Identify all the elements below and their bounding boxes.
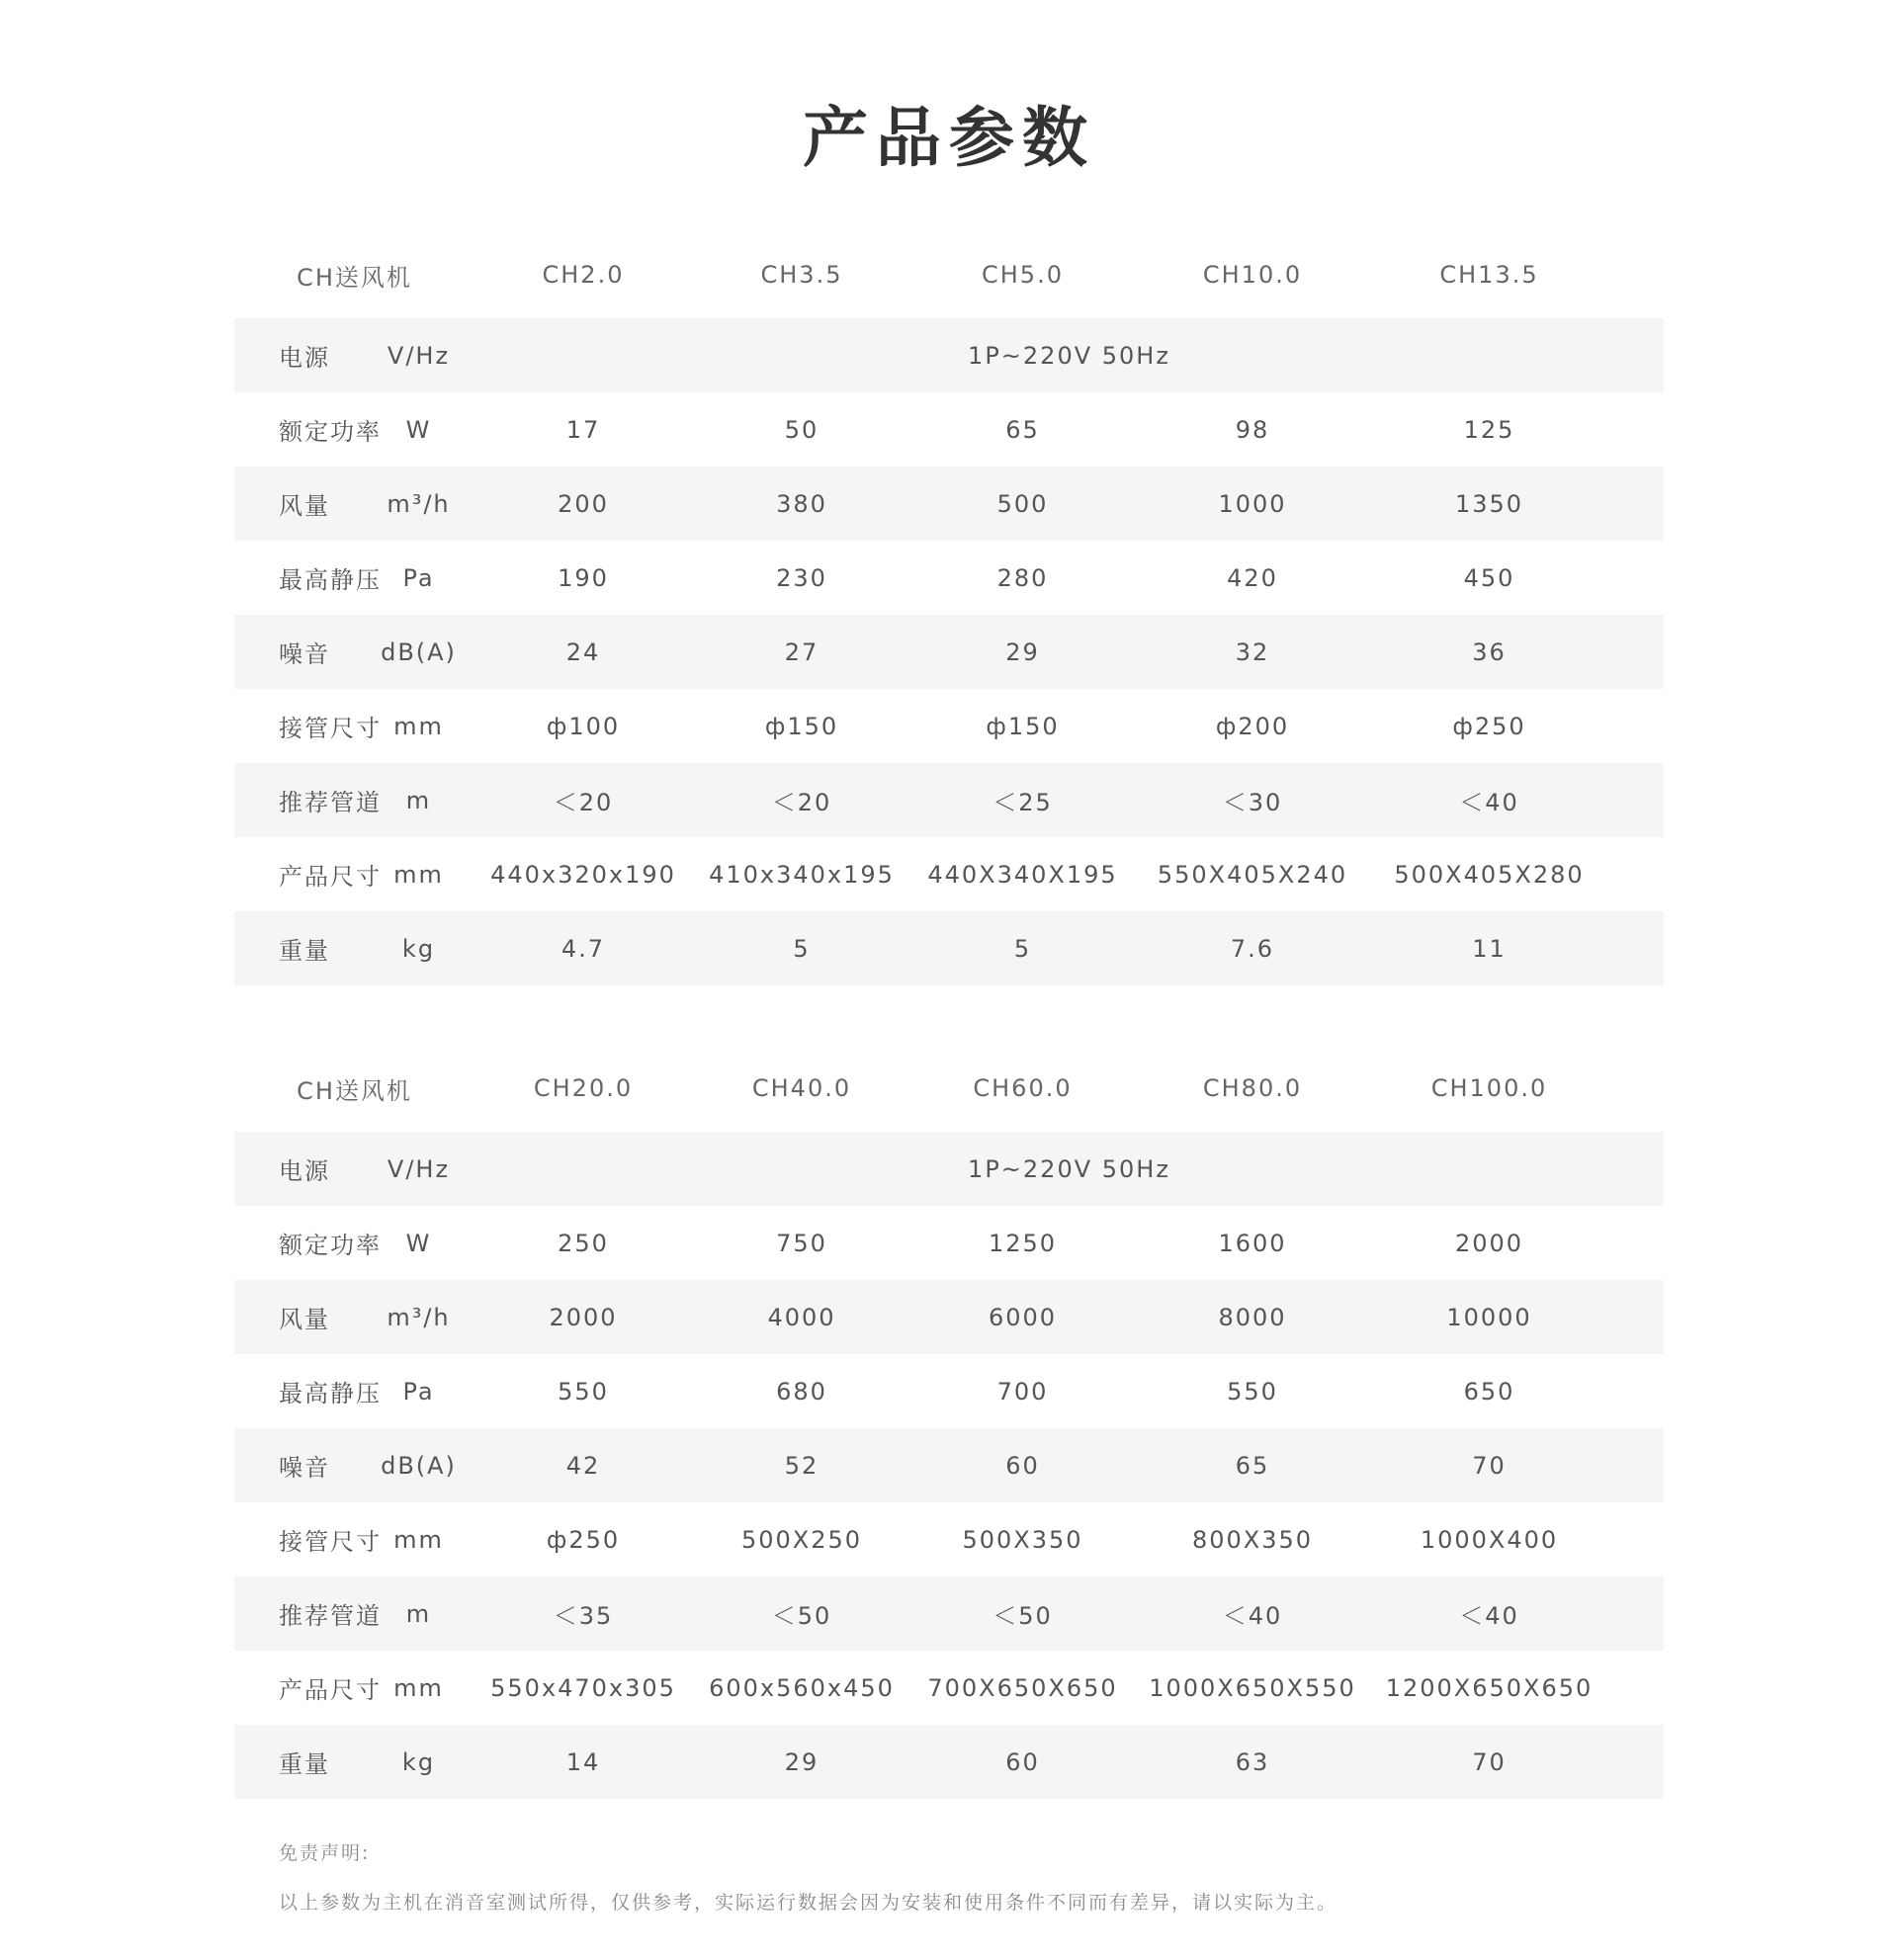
spec-value: 440X340X195 [927,860,1118,889]
model-header: CH3.5 [760,261,843,289]
table-row [234,1428,1664,1502]
table-row [234,1132,1664,1206]
spec-name: 接管尺寸 [279,1528,382,1556]
spec-name: 接管尺寸 [279,715,382,742]
page-title: 产品参数 [803,100,1095,176]
model-header: CH20.0 [533,1074,634,1102]
table-row [234,1725,1664,1799]
spec-value: 750 [776,1229,827,1257]
spec-value: 250 [558,1229,609,1257]
spec-value: 125 [1463,415,1515,444]
spec-unit: V/Hz [387,341,451,370]
spec-value: 500X350 [962,1525,1083,1554]
spec-name: 噪音 [279,1454,330,1482]
spec-name: 重量 [279,1750,330,1778]
spec-value: ф100 [546,712,621,740]
model-header: CH13.5 [1439,261,1539,289]
spec-value: 550 [1227,1377,1278,1406]
table-row [234,318,1664,392]
spec-name: 推荐管道 [279,1602,382,1630]
spec-name: 最高静压 [279,566,382,594]
spec-value: 65 [1005,415,1040,444]
spec-unit: m [405,786,432,814]
spec-value: 190 [558,563,609,592]
spec-value: ＜40 [1222,1602,1283,1630]
spec-value: 24 [565,638,601,666]
table-row [234,392,1664,467]
product-series-label: CH送风机 [297,263,412,292]
spec-unit: V/Hz [387,1154,451,1183]
table-row [234,837,1664,911]
spec-value: ф150 [986,712,1060,740]
spec-value: ＜20 [553,789,614,816]
spec-name: 额定功率 [279,1232,382,1259]
spec-value: 440x320x190 [490,860,676,889]
spec-value: 6000 [988,1303,1058,1331]
model-header: CH100.0 [1430,1074,1548,1102]
spec-value: 410x340x195 [709,860,895,889]
spec-value: 450 [1463,563,1515,592]
spec-value: 700X650X650 [927,1673,1118,1702]
spec-value: ＜20 [771,789,832,816]
spec-value: ф250 [546,1525,621,1554]
disclaimer-text: 以上参数为主机在消音室测试所得，仅供参考，实际运行数据会因为安装和使用条件不同而有差异，请以实际为主。 [279,1892,1338,1914]
spec-value: 420 [1227,563,1278,592]
model-header: CH10.0 [1202,261,1303,289]
spec-value: 550 [558,1377,609,1406]
spec-value: 800X350 [1191,1525,1314,1554]
table-row [234,1651,1664,1725]
spec-unit: Pa [402,563,435,592]
spec-unit: dB(A) [381,1451,457,1480]
spec-value: ＜25 [992,789,1053,816]
spec-value: 5 [793,934,811,963]
table-row [234,1354,1664,1428]
spec-value: 680 [776,1377,827,1406]
model-header: CH2.0 [542,261,625,289]
spec-value: ＜35 [553,1602,614,1630]
spec-unit: mm [393,1673,444,1702]
spec-unit: W [405,415,432,444]
table-row [234,615,1664,689]
spec-value: 2000 [549,1303,618,1331]
spec-value: 550x470x305 [490,1673,676,1702]
spec-name: 最高静压 [279,1380,382,1407]
spec-unit: Pa [402,1377,435,1406]
spec-value: 1200X650X650 [1385,1673,1594,1702]
spec-value: 50 [784,415,820,444]
spec-value: ф250 [1452,712,1526,740]
spec-value: 98 [1235,415,1270,444]
spec-value: 11 [1472,934,1507,963]
spec-value: 700 [996,1377,1049,1406]
spec-name: 重量 [279,937,330,965]
spec-value: 29 [784,1747,820,1776]
spec-name: 电源 [279,1157,330,1185]
spec-unit: mm [393,1525,444,1554]
spec-value: 60 [1005,1747,1040,1776]
spec-table [234,231,1664,985]
spec-value: ф200 [1215,712,1290,740]
table-row [234,467,1664,541]
spec-value: ф150 [764,712,839,740]
table-row [234,763,1664,837]
model-header: CH40.0 [751,1074,852,1102]
table-row [234,1502,1664,1577]
spec-value: 550X405X240 [1157,860,1348,889]
spec-unit: m [405,1599,432,1628]
spec-unit: mm [393,712,444,740]
model-header: CH60.0 [973,1074,1073,1102]
spec-value: 8000 [1218,1303,1287,1331]
spec-value: 63 [1235,1747,1270,1776]
spec-value: 27 [784,638,820,666]
spec-value: 70 [1472,1747,1507,1776]
spec-value: 1000X400 [1420,1525,1559,1554]
spec-value: 32 [1235,638,1270,666]
spec-unit: W [405,1229,432,1257]
spec-unit: dB(A) [381,638,457,666]
spec-value: 650 [1463,1377,1515,1406]
spec-value: 1350 [1454,489,1524,518]
table-header-row [234,231,1664,318]
table-row [234,541,1664,615]
spec-unit: m³/h [387,1303,451,1331]
spec-value: 36 [1472,638,1507,666]
spec-value: 52 [784,1451,820,1480]
table-row [234,1577,1664,1651]
spec-value: 500X250 [740,1525,863,1554]
spec-value: 2000 [1454,1229,1524,1257]
spec-value: ＜40 [1459,1602,1519,1630]
model-header: CH5.0 [982,261,1064,289]
spec-value: 1000X650X550 [1149,1673,1356,1702]
spec-value: ＜40 [1459,789,1519,816]
table-row [234,1280,1664,1354]
spec-value: 42 [565,1451,601,1480]
spec-unit: m³/h [387,489,451,518]
spec-unit: kg [401,934,436,963]
spec-unit: mm [393,860,444,889]
spec-value: 29 [1005,638,1040,666]
table-row [234,1206,1664,1280]
spec-value: 500 [996,489,1049,518]
spec-value: 7.6 [1230,934,1275,963]
spec-name: 产品尺寸 [279,1676,382,1704]
spec-value: 600x560x450 [709,1673,895,1702]
spec-value: 500X405X280 [1394,860,1585,889]
product-series-label: CH送风机 [297,1076,412,1105]
spec-name: 额定功率 [279,418,382,446]
spec-value: ＜50 [992,1602,1053,1630]
spec-value: 17 [565,415,601,444]
spec-value: 200 [558,489,609,518]
spec-name: 推荐管道 [279,789,382,816]
table-row [234,911,1664,985]
table-header-row [234,1045,1664,1132]
table-row [234,689,1664,763]
spec-name: 风量 [279,1306,330,1333]
spec-value: ＜30 [1222,789,1283,816]
spec-unit: kg [401,1747,436,1776]
spec-value: ＜50 [771,1602,832,1630]
spec-value: 65 [1235,1451,1270,1480]
spec-value: 70 [1472,1451,1507,1480]
spec-value: 230 [776,563,827,592]
spec-value: 1P~220V 50Hz [968,341,1170,370]
spec-value: 1250 [988,1229,1058,1257]
spec-value: 5 [1013,934,1032,963]
spec-name: 产品尺寸 [279,863,382,891]
spec-value: 4.7 [561,934,606,963]
spec-value: 1000 [1218,489,1287,518]
spec-value: 280 [996,563,1049,592]
spec-value: 10000 [1446,1303,1532,1331]
spec-value: 380 [776,489,827,518]
spec-value: 4000 [767,1303,836,1331]
spec-name: 风量 [279,492,330,520]
spec-name: 电源 [279,344,330,372]
spec-name: 噪音 [279,640,330,668]
spec-value: 14 [565,1747,601,1776]
disclaimer-title: 免责声明: [279,1842,371,1864]
spec-table [234,1045,1664,1799]
spec-value: 1P~220V 50Hz [968,1154,1170,1183]
model-header: CH80.0 [1202,1074,1303,1102]
spec-value: 1600 [1218,1229,1287,1257]
spec-value: 60 [1005,1451,1040,1480]
